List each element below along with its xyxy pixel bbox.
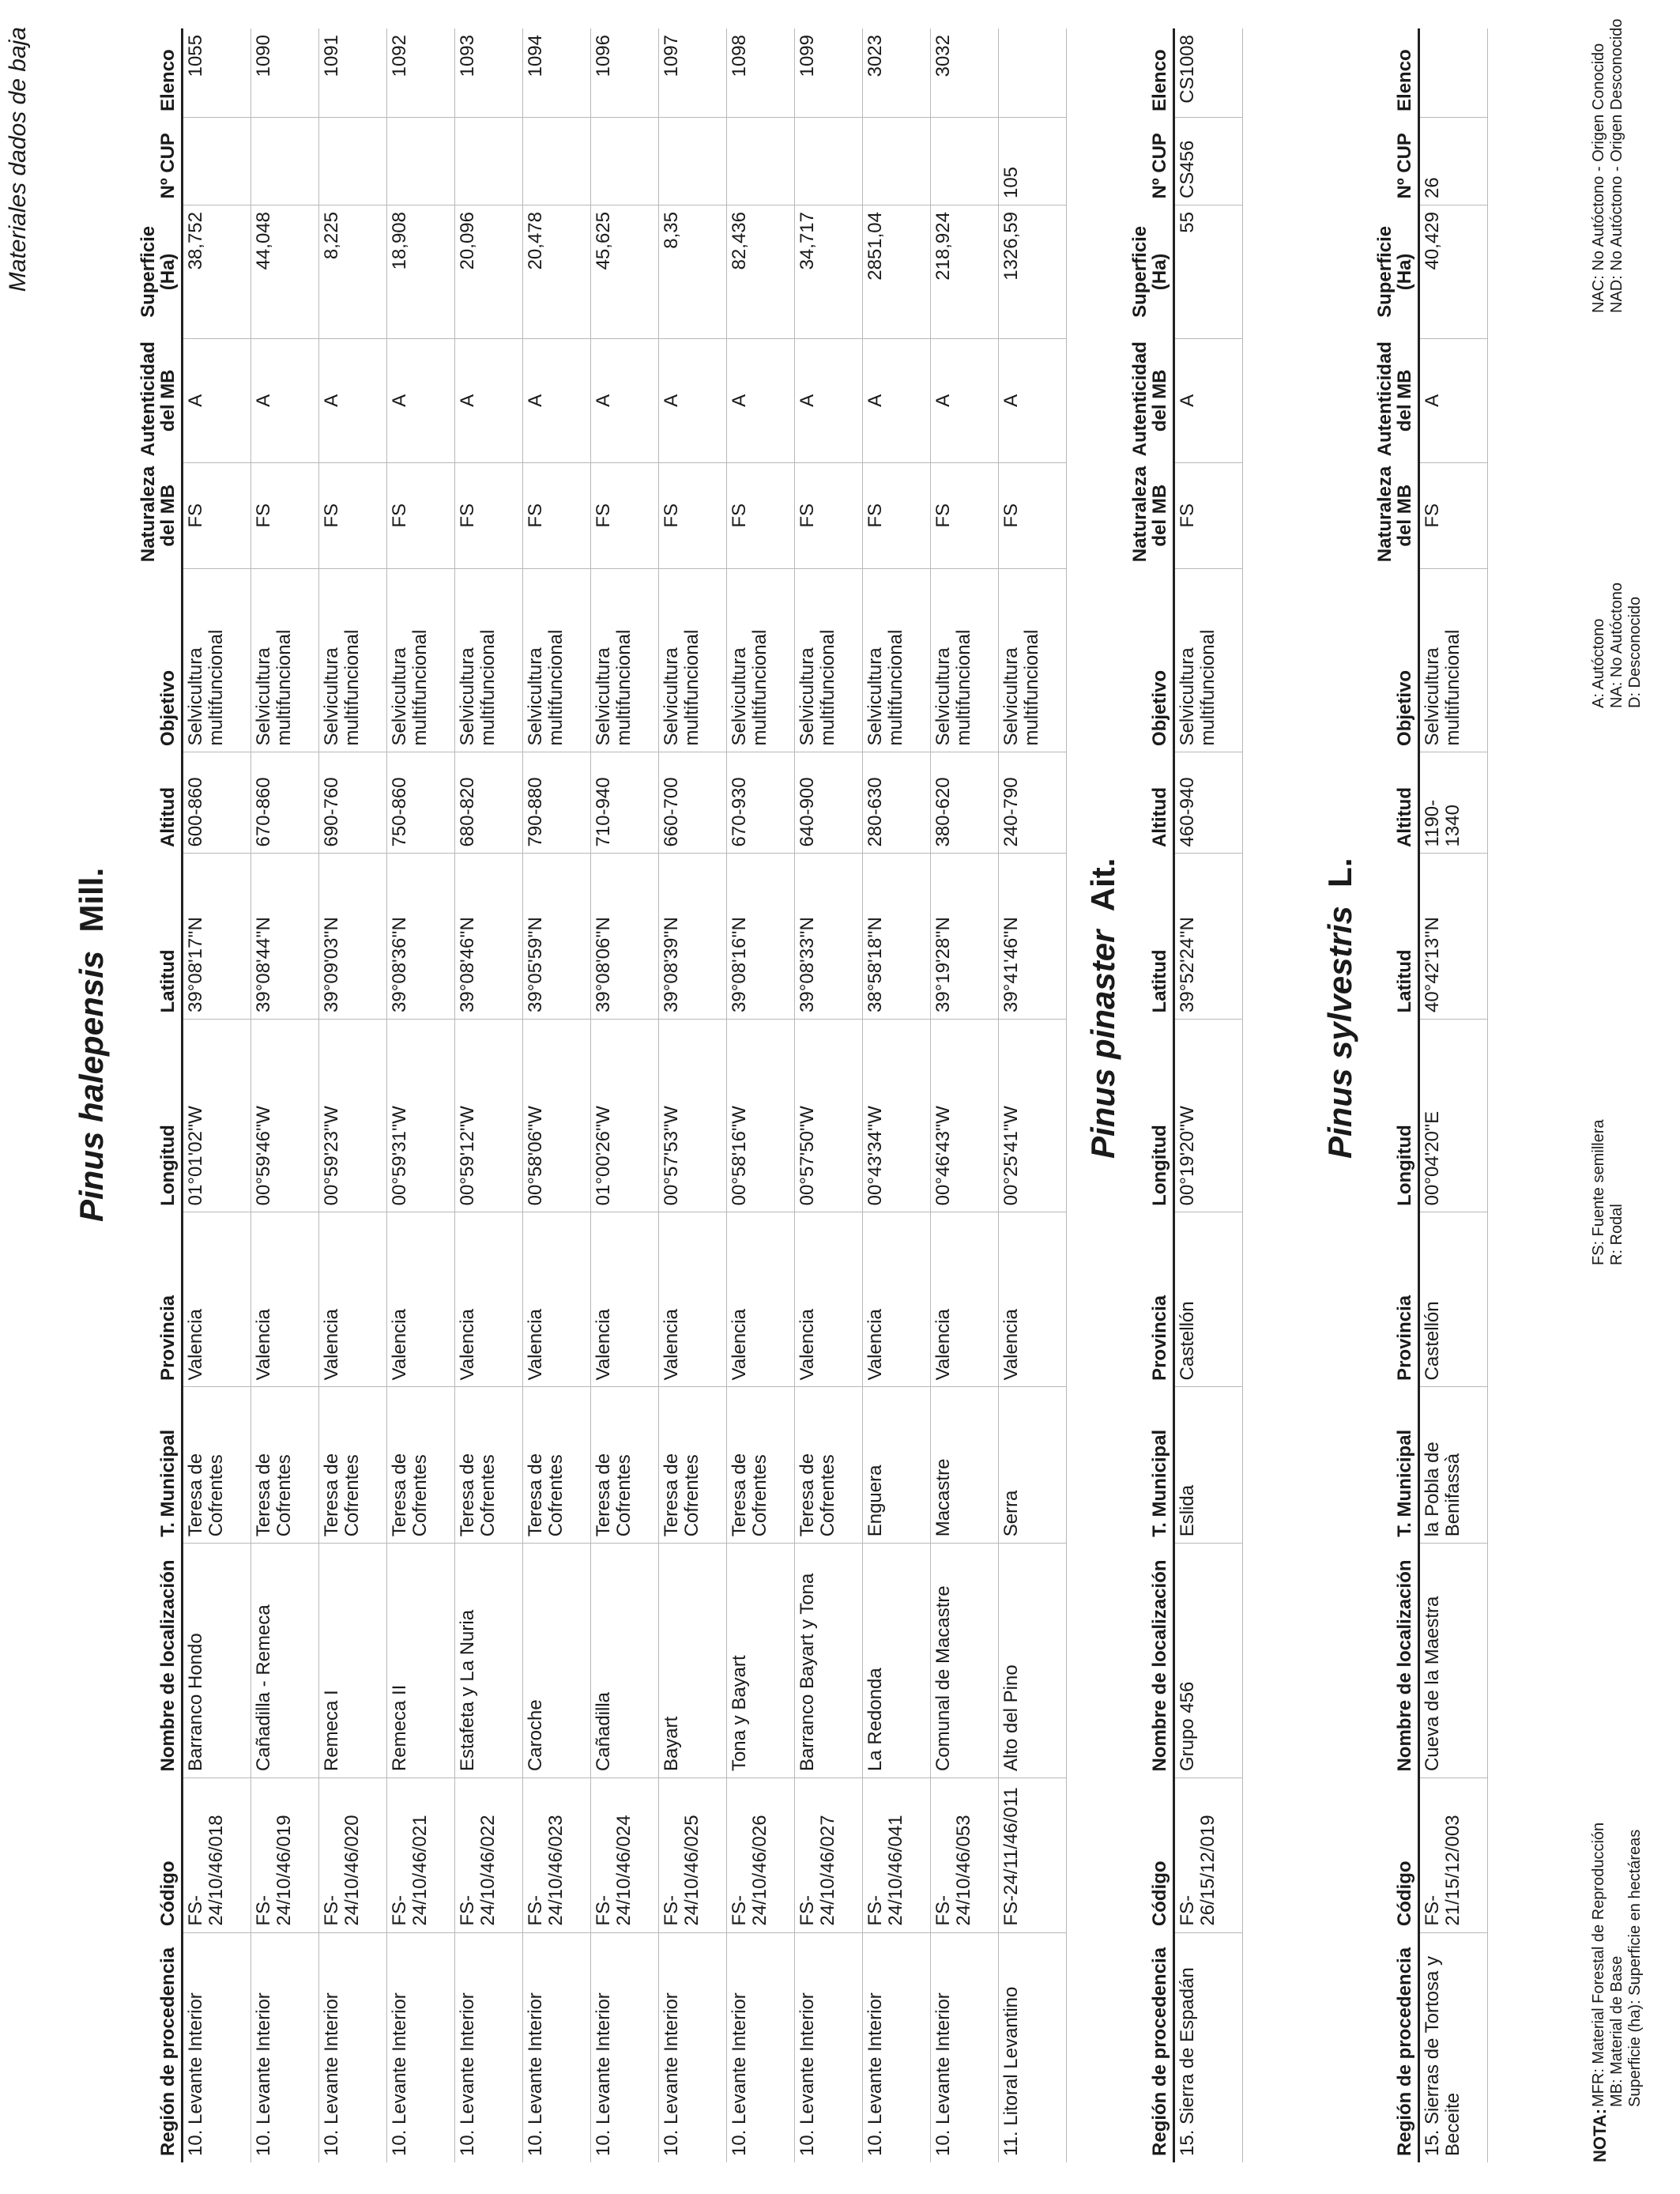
cell-region: 10. Levante Interior (251, 1932, 319, 2162)
species-author: Mill. (73, 867, 110, 933)
cell-cup (727, 118, 795, 205)
table-row (931, 28, 999, 2162)
column-header-elenco: Elenco (1375, 28, 1419, 118)
cell-nombre: Remeca I (319, 1544, 387, 1778)
cell-altitud: 1190-1340 (1419, 752, 1488, 854)
cell-autenticidad: A (591, 338, 659, 462)
cell-codigo: FS-24/10/46/022 (455, 1778, 523, 1933)
cell-naturaleza: FS (523, 462, 591, 568)
cell-objetivo: Selvicultura multifuncional (863, 568, 931, 752)
column-header-autenticidad: Autenticidad del MB (1375, 338, 1419, 462)
cell-autenticidad: A (387, 338, 455, 462)
cell-codigo: FS-24/10/46/027 (795, 1778, 863, 1933)
cell-elenco: 1093 (455, 28, 523, 118)
cell-longitud: 00°57'53''W (659, 1019, 727, 1212)
cell-region: 10. Levante Interior (183, 1932, 251, 2162)
column-header-naturaleza: Naturaleza del MB (1130, 462, 1174, 568)
column-header-cup: Nº CUP (1130, 118, 1174, 205)
column-header-autenticidad: Autenticidad del MB (138, 338, 183, 462)
cell-codigo: FS-24/10/46/019 (251, 1778, 319, 1933)
table-row (863, 28, 931, 2162)
note-line: NAD: No Autóctono - Origen Desconocido (1608, 18, 1625, 313)
cell-cup (591, 118, 659, 205)
cell-elenco: 1097 (659, 28, 727, 118)
cell-naturaleza: FS (1174, 462, 1243, 568)
cell-longitud: 00°58'16''W (727, 1019, 795, 1212)
table-row (659, 28, 727, 2162)
cell-municipal: Enguera (863, 1387, 931, 1544)
cell-altitud: 460-940 (1174, 752, 1243, 854)
cell-naturaleza: FS (727, 462, 795, 568)
cell-region: 10. Levante Interior (591, 1932, 659, 2162)
cell-superficie: 18,908 (387, 205, 455, 339)
cell-nombre: Cañadilla (591, 1544, 659, 1778)
column-header-longitud: Longitud (138, 1019, 183, 1212)
column-header-objetivo: Objetivo (1375, 568, 1419, 752)
column-header-latitud: Latitud (1375, 854, 1419, 1019)
cell-codigo: FS-24/10/46/025 (659, 1778, 727, 1933)
species-author: L. (1321, 858, 1358, 888)
cell-codigo: FS-24/10/46/021 (387, 1778, 455, 1933)
cell-altitud: 600-860 (183, 752, 251, 854)
cell-region: 10. Levante Interior (795, 1932, 863, 2162)
cell-latitud: 39°08'16''N (727, 854, 795, 1019)
cell-municipal: Eslida (1174, 1387, 1243, 1544)
cell-autenticidad: A (931, 338, 999, 462)
note-line: A: Autóctono (1590, 618, 1607, 708)
cell-superficie: 44,048 (251, 205, 319, 339)
cell-municipal: Teresa de Cofrentes (659, 1387, 727, 1544)
column-header-latitud: Latitud (138, 854, 183, 1019)
cell-nombre: Caroche (523, 1544, 591, 1778)
cell-autenticidad: A (999, 338, 1067, 462)
cell-superficie: 2851,04 (863, 205, 931, 339)
cell-municipal: Teresa de Cofrentes (795, 1387, 863, 1544)
cell-longitud: 00°59'46''W (251, 1019, 319, 1212)
species-author: Ait. (1084, 858, 1121, 912)
table-row (523, 28, 591, 2162)
cell-longitud: 00°57'50''W (795, 1019, 863, 1212)
note-line: NA: No Autóctono (1608, 582, 1625, 708)
note-line: D: Desconocido (1626, 596, 1644, 708)
column-header-municipal: T. Municipal (1375, 1387, 1419, 1544)
cell-elenco (999, 28, 1067, 118)
cell-superficie: 1326,59 (999, 205, 1067, 339)
cell-longitud: 00°59'31''W (387, 1019, 455, 1212)
table-row (455, 28, 523, 2162)
cell-region: 15. Sierras de Tortosa y Beceite (1419, 1932, 1488, 2162)
column-header-region: Región de procedencia (1130, 1932, 1174, 2162)
column-header-cup: Nº CUP (138, 118, 183, 205)
cell-elenco: 1092 (387, 28, 455, 118)
cell-objetivo: Selvicultura multifuncional (1419, 568, 1488, 752)
cell-cup (795, 118, 863, 205)
cell-autenticidad: A (795, 338, 863, 462)
cell-altitud: 710-940 (591, 752, 659, 854)
cell-objetivo: Selvicultura multifuncional (727, 568, 795, 752)
cell-provincia: Valencia (999, 1212, 1067, 1387)
page-header-title: Materiales dados de baja (5, 27, 31, 292)
cell-elenco (1419, 28, 1488, 118)
column-header-objetivo: Objetivo (1130, 568, 1174, 752)
column-header-objetivo: Objetivo (138, 568, 183, 752)
cell-latitud: 38°58'18''N (863, 854, 931, 1019)
note-line: Superficie (ha): Superficie en hectáreas (1626, 1829, 1644, 2107)
header-row (138, 28, 183, 2162)
cell-provincia: Valencia (455, 1212, 523, 1387)
cell-codigo: FS-24/10/46/041 (863, 1778, 931, 1933)
cell-cup (455, 118, 523, 205)
cell-cup (863, 118, 931, 205)
cell-longitud: 00°04'20''E (1419, 1019, 1488, 1212)
cell-objetivo: Selvicultura multifuncional (999, 568, 1067, 752)
cell-latitud: 39°05'59''N (523, 854, 591, 1019)
cell-objetivo: Selvicultura multifuncional (387, 568, 455, 752)
column-header-nombre: Nombre de localización (1130, 1544, 1174, 1778)
cell-altitud: 670-930 (727, 752, 795, 854)
column-header-elenco: Elenco (1130, 28, 1174, 118)
cell-municipal: Macastre (931, 1387, 999, 1544)
cell-altitud: 280-630 (863, 752, 931, 854)
note-line: NAC: No Autóctono - Origen Conocido (1590, 43, 1607, 313)
cell-autenticidad: A (183, 338, 251, 462)
cell-latitud: 40°42'13''N (1419, 854, 1488, 1019)
cell-provincia: Valencia (863, 1212, 931, 1387)
cell-longitud: 01°00'26''W (591, 1019, 659, 1212)
cell-superficie: 34,717 (795, 205, 863, 339)
cell-objetivo: Selvicultura multifuncional (931, 568, 999, 752)
cell-codigo: FS-24/10/46/023 (523, 1778, 591, 1933)
cell-naturaleza: FS (1419, 462, 1488, 568)
cell-codigo: FS-21/15/12/003 (1419, 1778, 1488, 1933)
cell-nombre: Tona y Bayart (727, 1544, 795, 1778)
column-header-superficie: Superficie (Ha) (1130, 205, 1174, 339)
cell-nombre: Barranco Bayart y Tona (795, 1544, 863, 1778)
cell-latitud: 39°41'46''N (999, 854, 1067, 1019)
cell-nombre: Bayart (659, 1544, 727, 1778)
cell-municipal: Serra (999, 1387, 1067, 1544)
cell-objetivo: Selvicultura multifuncional (319, 568, 387, 752)
note-line: R: Rodal (1608, 1204, 1625, 1265)
column-header-nombre: Nombre de localización (138, 1544, 183, 1778)
cell-provincia: Valencia (183, 1212, 251, 1387)
cell-cup (251, 118, 319, 205)
cell-objetivo: Selvicultura multifuncional (659, 568, 727, 752)
header-row (1130, 28, 1174, 2162)
cell-naturaleza: FS (999, 462, 1067, 568)
cell-provincia: Valencia (319, 1212, 387, 1387)
cell-region: 10. Levante Interior (659, 1932, 727, 2162)
table-pinaster (1130, 28, 1243, 2162)
cell-nombre: Barranco Hondo (183, 1544, 251, 1778)
cell-cup (659, 118, 727, 205)
cell-objetivo: Selvicultura multifuncional (523, 568, 591, 752)
cell-latitud: 39°08'33''N (795, 854, 863, 1019)
cell-altitud: 380-620 (931, 752, 999, 854)
cell-altitud: 680-820 (455, 752, 523, 854)
cell-altitud: 660-700 (659, 752, 727, 854)
cell-codigo: FS-26/15/12/019 (1174, 1778, 1243, 1933)
cell-superficie: 38,752 (183, 205, 251, 339)
cell-elenco: 1055 (183, 28, 251, 118)
cell-provincia: Valencia (659, 1212, 727, 1387)
cell-codigo: FS-24/10/46/053 (931, 1778, 999, 1933)
cell-provincia: Valencia (931, 1212, 999, 1387)
table-row (1419, 28, 1488, 2162)
cell-municipal: Teresa de Cofrentes (523, 1387, 591, 1544)
column-header-altitud: Altitud (138, 752, 183, 854)
cell-elenco: 1094 (523, 28, 591, 118)
cell-longitud: 00°58'06''W (523, 1019, 591, 1212)
species-title-pinaster (1084, 858, 1122, 1159)
cell-superficie: 20,478 (523, 205, 591, 339)
cell-altitud: 790-880 (523, 752, 591, 854)
column-header-provincia: Provincia (1375, 1212, 1419, 1387)
column-header-superficie: Superficie (Ha) (1375, 205, 1419, 339)
cell-longitud: 00°43'34''W (863, 1019, 931, 1212)
cell-cup (319, 118, 387, 205)
column-header-autenticidad: Autenticidad del MB (1130, 338, 1174, 462)
cell-latitud: 39°19'28''N (931, 854, 999, 1019)
cell-codigo: FS-24/11/46/011 (999, 1778, 1067, 1933)
notes-label: NOTA: (1590, 2108, 1610, 2162)
cell-municipal: Teresa de Cofrentes (319, 1387, 387, 1544)
cell-autenticidad: A (1419, 338, 1488, 462)
column-header-municipal: T. Municipal (138, 1387, 183, 1544)
cell-latitud: 39°08'39''N (659, 854, 727, 1019)
cell-altitud: 690-760 (319, 752, 387, 854)
cell-longitud: 00°59'12''W (455, 1019, 523, 1212)
cell-region: 11. Litoral Levantino (999, 1932, 1067, 2162)
cell-objetivo: Selvicultura multifuncional (455, 568, 523, 752)
cell-provincia: Valencia (727, 1212, 795, 1387)
cell-naturaleza: FS (659, 462, 727, 568)
cell-autenticidad: A (659, 338, 727, 462)
cell-longitud: 00°25'41''W (999, 1019, 1067, 1212)
table-sylvestris (1375, 28, 1488, 2162)
cell-naturaleza: FS (931, 462, 999, 568)
cell-naturaleza: FS (455, 462, 523, 568)
note-line: FS: Fuente semillera (1590, 1119, 1607, 1265)
table-row (387, 28, 455, 2162)
note-line: MB: Material de Base (1608, 1955, 1625, 2107)
cell-naturaleza: FS (387, 462, 455, 568)
cell-provincia: Valencia (251, 1212, 319, 1387)
cell-naturaleza: FS (251, 462, 319, 568)
cell-region: 10. Levante Interior (523, 1932, 591, 2162)
cell-superficie: 55 (1174, 205, 1243, 339)
notes-col-1 (1590, 1823, 1644, 2107)
cell-elenco: 1099 (795, 28, 863, 118)
column-header-region: Región de procedencia (138, 1932, 183, 2162)
column-header-nombre: Nombre de localización (1375, 1544, 1419, 1778)
species-name: Pinus halepensis (73, 950, 110, 1222)
cell-naturaleza: FS (863, 462, 931, 568)
column-header-cup: Nº CUP (1375, 118, 1419, 205)
cell-superficie: 45,625 (591, 205, 659, 339)
cell-cup: 26 (1419, 118, 1488, 205)
cell-longitud: 01°01'02''W (183, 1019, 251, 1212)
cell-latitud: 39°08'17''N (183, 854, 251, 1019)
cell-municipal: Teresa de Cofrentes (387, 1387, 455, 1544)
column-header-longitud: Longitud (1375, 1019, 1419, 1212)
cell-elenco: 1091 (319, 28, 387, 118)
cell-latitud: 39°08'06''N (591, 854, 659, 1019)
cell-altitud: 750-860 (387, 752, 455, 854)
cell-elenco: CS1008 (1174, 28, 1243, 118)
cell-codigo: FS-24/10/46/018 (183, 1778, 251, 1933)
cell-altitud: 670-860 (251, 752, 319, 854)
cell-elenco: 3023 (863, 28, 931, 118)
cell-nombre: Alto del Pino (999, 1544, 1067, 1778)
cell-longitud: 00°19'20''W (1174, 1019, 1243, 1212)
column-header-longitud: Longitud (1130, 1019, 1174, 1212)
cell-provincia: Valencia (523, 1212, 591, 1387)
cell-latitud: 39°52'24''N (1174, 854, 1243, 1019)
cell-cup (523, 118, 591, 205)
column-header-superficie: Superficie (Ha) (138, 205, 183, 339)
column-header-latitud: Latitud (1130, 854, 1174, 1019)
species-name: Pinus pinaster (1084, 929, 1121, 1159)
cell-codigo: FS-24/10/46/024 (591, 1778, 659, 1933)
cell-autenticidad: A (727, 338, 795, 462)
cell-objetivo: Selvicultura multifuncional (1174, 568, 1243, 752)
cell-altitud: 640-900 (795, 752, 863, 854)
cell-naturaleza: FS (591, 462, 659, 568)
cell-elenco: 3032 (931, 28, 999, 118)
cell-objetivo: Selvicultura multifuncional (183, 568, 251, 752)
cell-autenticidad: A (319, 338, 387, 462)
table-row (999, 28, 1067, 2162)
note-line: MFR: Material Forestal de Reproducción (1590, 1822, 1607, 2107)
column-header-naturaleza: Naturaleza del MB (138, 462, 183, 568)
cell-superficie: 8,35 (659, 205, 727, 339)
cell-region: 10. Levante Interior (387, 1932, 455, 2162)
cell-elenco: 1096 (591, 28, 659, 118)
notes-col-2 (1590, 1119, 1626, 1265)
cell-provincia: Castellón (1174, 1212, 1243, 1387)
column-header-codigo: Código (138, 1778, 183, 1933)
cell-latitud: 39°08'46''N (455, 854, 523, 1019)
cell-naturaleza: FS (183, 462, 251, 568)
column-header-elenco: Elenco (138, 28, 183, 118)
cell-municipal: Teresa de Cofrentes (455, 1387, 523, 1544)
cell-autenticidad: A (1174, 338, 1243, 462)
cell-nombre: La Redonda (863, 1544, 931, 1778)
cell-provincia: Valencia (795, 1212, 863, 1387)
column-header-codigo: Código (1375, 1778, 1419, 1933)
cell-region: 10. Levante Interior (727, 1932, 795, 2162)
table-row (251, 28, 319, 2162)
species-title-halepensis (73, 868, 111, 1222)
cell-region: 10. Levante Interior (319, 1932, 387, 2162)
cell-elenco: 1098 (727, 28, 795, 118)
cell-provincia: Valencia (591, 1212, 659, 1387)
notes-col-4 (1590, 19, 1626, 313)
cell-superficie: 20,096 (455, 205, 523, 339)
cell-region: 15. Sierra de Espadán (1174, 1932, 1243, 2162)
cell-latitud: 39°09'03''N (319, 854, 387, 1019)
cell-naturaleza: FS (319, 462, 387, 568)
cell-objetivo: Selvicultura multifuncional (795, 568, 863, 752)
cell-municipal: Teresa de Cofrentes (591, 1387, 659, 1544)
table-row (795, 28, 863, 2162)
cell-municipal: Teresa de Cofrentes (727, 1387, 795, 1544)
cell-municipal: Teresa de Cofrentes (251, 1387, 319, 1544)
cell-superficie: 82,436 (727, 205, 795, 339)
cell-cup: CS456 (1174, 118, 1243, 205)
cell-cup: 105 (999, 118, 1067, 205)
cell-autenticidad: A (523, 338, 591, 462)
cell-longitud: 00°59'23''W (319, 1019, 387, 1212)
cell-codigo: FS-24/10/46/020 (319, 1778, 387, 1933)
column-header-region: Región de procedencia (1375, 1932, 1419, 2162)
cell-provincia: Castellón (1419, 1212, 1488, 1387)
cell-objetivo: Selvicultura multifuncional (251, 568, 319, 752)
cell-nombre: Remeca II (387, 1544, 455, 1778)
cell-nombre: Cueva de la Maestra (1419, 1544, 1488, 1778)
species-title-sylvestris (1321, 858, 1359, 1159)
table-row (319, 28, 387, 2162)
table-row (591, 28, 659, 2162)
cell-cup (183, 118, 251, 205)
cell-nombre: Comunal de Macastre (931, 1544, 999, 1778)
cell-municipal: la Pobla de Benifassà (1419, 1387, 1488, 1544)
cell-region: 10. Levante Interior (863, 1932, 931, 2162)
cell-cup (387, 118, 455, 205)
cell-longitud: 00°46'43''W (931, 1019, 999, 1212)
column-header-altitud: Altitud (1130, 752, 1174, 854)
cell-cup (931, 118, 999, 205)
column-header-provincia: Provincia (1130, 1212, 1174, 1387)
column-header-altitud: Altitud (1375, 752, 1419, 854)
cell-autenticidad: A (251, 338, 319, 462)
cell-autenticidad: A (863, 338, 931, 462)
table-row (183, 28, 251, 2162)
cell-nombre: Grupo 456 (1174, 1544, 1243, 1778)
cell-elenco: 1090 (251, 28, 319, 118)
notes-col-3 (1590, 582, 1644, 708)
cell-latitud: 39°08'44''N (251, 854, 319, 1019)
cell-naturaleza: FS (795, 462, 863, 568)
cell-superficie: 8,225 (319, 205, 387, 339)
cell-nombre: Estafeta y La Nuria (455, 1544, 523, 1778)
cell-codigo: FS-24/10/46/026 (727, 1778, 795, 1933)
cell-latitud: 39°08'36''N (387, 854, 455, 1019)
cell-region: 10. Levante Interior (931, 1932, 999, 2162)
column-header-codigo: Código (1130, 1778, 1174, 1933)
cell-autenticidad: A (455, 338, 523, 462)
column-header-municipal: T. Municipal (1130, 1387, 1174, 1544)
cell-municipal: Teresa de Cofrentes (183, 1387, 251, 1544)
table-row (1174, 28, 1243, 2162)
species-name: Pinus sylvestris (1321, 906, 1358, 1159)
header-row (1375, 28, 1419, 2162)
cell-nombre: Cañadilla - Remeca (251, 1544, 319, 1778)
table-halepensis (138, 28, 1067, 2162)
cell-objetivo: Selvicultura multifuncional (591, 568, 659, 752)
column-header-provincia: Provincia (138, 1212, 183, 1387)
cell-region: 10. Levante Interior (455, 1932, 523, 2162)
cell-provincia: Valencia (387, 1212, 455, 1387)
cell-altitud: 240-790 (999, 752, 1067, 854)
column-header-naturaleza: Naturaleza del MB (1375, 462, 1419, 568)
cell-superficie: 218,924 (931, 205, 999, 339)
table-row (727, 28, 795, 2162)
cell-superficie: 40,429 (1419, 205, 1488, 339)
